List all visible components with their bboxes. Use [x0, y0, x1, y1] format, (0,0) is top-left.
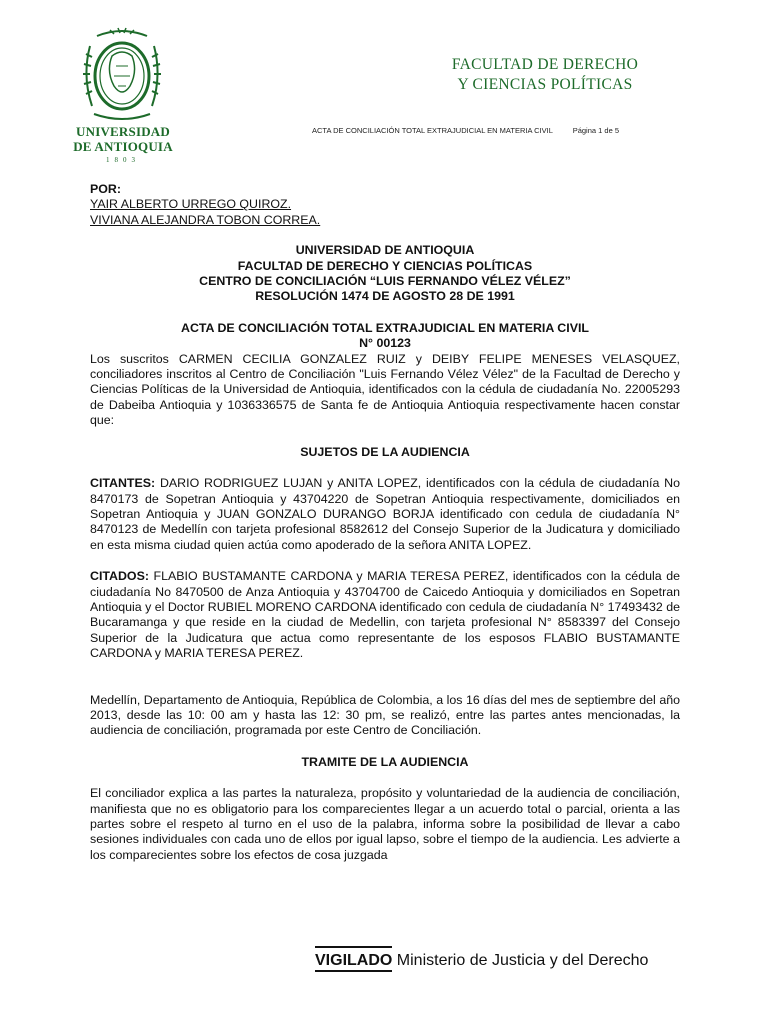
citados-label: CITADOS: [90, 569, 149, 584]
vigilado-label: VIGILADO [315, 946, 392, 972]
citantes-paragraph [90, 476, 680, 553]
university-seal-icon [72, 26, 172, 124]
document-body [90, 182, 680, 863]
faculty-header [400, 55, 690, 95]
acta-intro: Los suscritos CARMEN CECILIA GONZALEZ RUIZ y DEIBY FELIPE MENESES VELASQUEZ, conciliadores inscritos al Centro de Conciliación "Luis Fernando Vélez Vélez" de la Facultad de Derecho y Ciencias Políticas de la Universidad de Antioquia, identificados con la cédula de ciudadanía No. 22005293 de Dabeiba Antioquia y 1036336575 de Santa fe de Antioquia Antioquia respectivamente hacen constar que: [90, 351, 680, 428]
institution-line2: FACULTAD DE DERECHO Y CIENCIAS POLÍTICAS [237, 258, 533, 273]
author-name-1: YAIR ALBERTO URREGO QUIROZ. [90, 197, 292, 212]
fecha-paragraph: Medellín, Departamento de Antioquia, República de Colombia, a los 16 días del mes de septiembre del año 2013, desde las 10: 00 am y hasta las 12: 30 pm, se realizó, entre las partes antes mencionadas, la audiencia de conciliación, programada por este Centro de Conciliación. [90, 692, 680, 738]
sujetos-heading: SUJETOS DE LA AUDIENCIA [300, 444, 470, 459]
institution-line3: CENTRO DE CONCILIACIÓN “LUIS FERNANDO VÉLEZ VÉLEZ” [199, 274, 571, 289]
university-logo [58, 26, 188, 186]
university-name-line2: DE ANTIOQUIA [73, 139, 173, 154]
acta-number: N° 00123 [359, 336, 411, 351]
running-header-title: ACTA DE CONCILIACIÓN TOTAL EXTRAJUDICIAL EN MATERIA CIVIL [312, 126, 553, 135]
page-number: Página 1 de 5 [572, 126, 619, 135]
institution-line4: RESOLUCIÓN 1474 DE AGOSTO 28 DE 1991 [255, 289, 515, 304]
acta-title: ACTA DE CONCILIACIÓN TOTAL EXTRAJUDICIAL EN MATERIA CIVIL [181, 320, 589, 335]
author-name-2: VIVIANA ALEJANDRA TOBON CORREA. [90, 212, 321, 227]
citantes-text: DARIO RODRIGUEZ LUJAN y ANITA LOPEZ, identificados con la cédula de ciudadanía No 8470173 de Sopetran Antioquia y 43704220 de Sopetran Antioquia respectivamente, domiciliados en Sopetran Antioquia y JUAN GONZALO DURANGO BORJA identificado con cedula de ciudadanía N° 8470123 de Medellín con tarjeta profesional 8582612 del Consejo Superior de la Judicatura y domiciliado en esta misma ciudad quien actúa como apoderado de la señora ANITA LOPEZ. [90, 476, 680, 552]
faculty-line1: FACULTAD DE DERECHO [451, 56, 639, 73]
citados-text: FLABIO BUSTAMANTE CARDONA y MARIA TERESA PEREZ, identificados con la cédula de ciudadanía No 8470500 de Anza Antioquia y 43704700 de Caicedo Antioquia y domiciliados en Sopetran Antioquia y el Doctor RUBIEL MORENO CARDONA identificado con cedula de ciudadanía N° 17493432 de Bucaramanga y que reside en la ciudad de Medellin, con tarjeta profesional N° 8583397 del Consejo Superior de la Judicatura que actua como representante de los esposos FLABIO BUSTAMANTE CARDONA y MARIA TERESA PEREZ. [90, 569, 680, 661]
tramite-heading: TRAMITE DE LA AUDIENCIA [301, 754, 469, 769]
university-year: 1803 [106, 156, 140, 164]
university-name-line1: UNIVERSIDAD [76, 124, 170, 139]
institution-line1: UNIVERSIDAD DE ANTIOQUIA [295, 243, 475, 258]
citados-paragraph [90, 569, 680, 661]
ministry-label: Ministerio de Justicia y del Derecho [392, 952, 649, 969]
vigilado-footer [315, 946, 648, 972]
por-label: POR: [90, 182, 121, 196]
tramite-paragraph: El conciliador explica a las partes la naturaleza, propósito y voluntariedad de la audiencia de conciliación, manifiesta que no es obligatorio para los comparecientes llegar a un acuerdo total o parcial, orienta a las partes sobre el respeto al turno en el uso de la palabra, informa sobre la posibilidad de llevar a cabo sesiones individuales con cada uno de ellos por igual lapso, sobre el tiempo de la audiencia. Les advierte a los comparecientes sobre los efectos de cosa juzgada [90, 786, 680, 862]
running-header [312, 126, 619, 135]
citantes-label: CITANTES: [90, 476, 156, 491]
faculty-line2: Y CIENCIAS POLÍTICAS [457, 76, 633, 93]
